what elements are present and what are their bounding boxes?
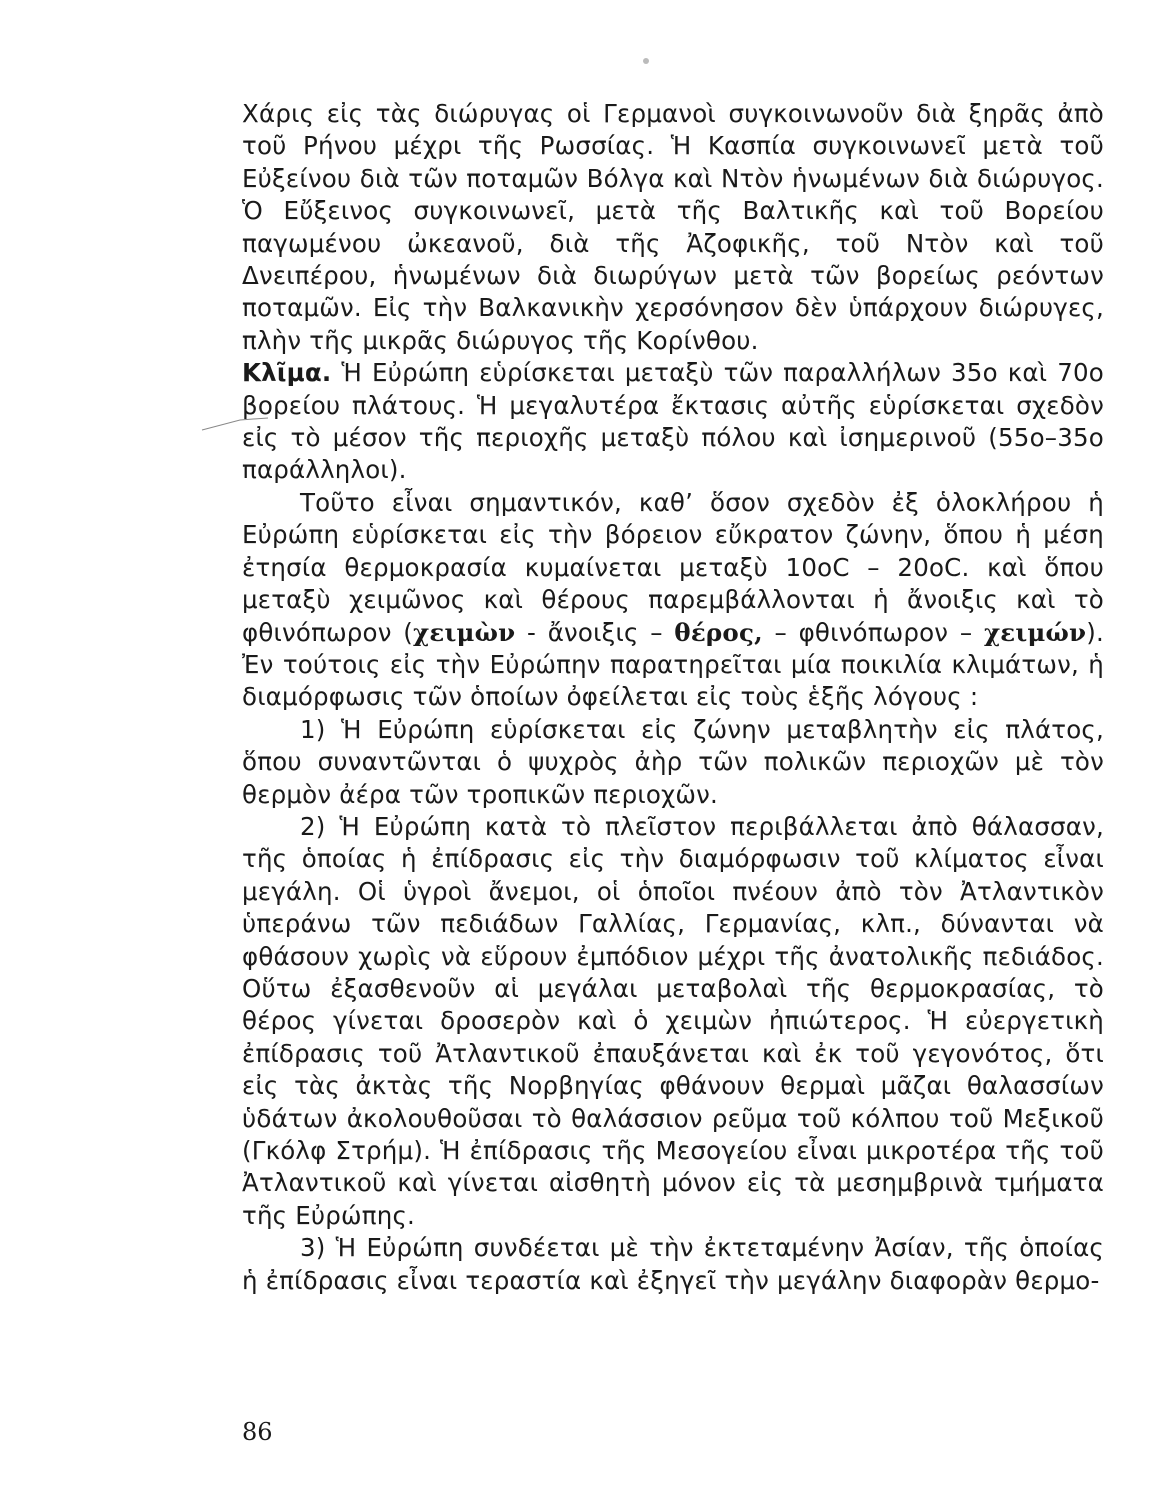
season-spring: - ἄνοιξις – xyxy=(515,617,675,647)
paragraph-reason-2: 2) Ἡ Εὐρώπη κατὰ τὸ πλεῖστον περιβάλλεται ἀπὸ θάλασσαν, τῆς ὁποίας ἡ ἐπίδρασις εἰς τὴν διαμόρφωσιν τοῦ κλίματος εἶναι μεγάλη. Οἱ ὑγροὶ ἄνεμοι, οἱ ὁποῖοι πνέουν ἀπὸ τὸν Ἀτλαντικὸν ὑπεράνω τῶν πεδιάδων Γαλλίας, Γερμανίας, κλπ., δύνανται νὰ φθάσουν χωρὶς νὰ εὕρουν ἐμπόδιον μέχρι τῆς ἀνατολικῆς πεδιάδος. Οὕτω ἐξασθενοῦν αἱ μεγάλαι μεταβολαὶ τῆς θερμοκρασίας, τὸ θέρος γίνεται δροσερὸν καὶ ὁ χειμὼν ἠπιώτερος. Ἡ εὐεργετικὴ ἐπίδρασις τοῦ Ἀτλαντικοῦ ἐπαυξάνεται καὶ ἐκ τοῦ γεγονότος, ὅτι εἰς τὰς ἀκτὰς τῆς Νορβηγίας φθάνουν θερμαὶ μᾶζαι θαλασσίων ὑδάτων ἀκολουθοῦσαι τὸ θαλάσσιον ρεῦμα τοῦ κόλπου τοῦ Μεξικοῦ (Γκόλφ Στρήμ). Ἡ ἐπίδρασις τῆς Μεσογείου εἶναι μικροτέρα τῆς τοῦ Ἀτλαντικοῦ καὶ γίνεται αἰσθητὴ μόνον εἰς τὰ μεσημβρινὰ τμήματα τῆς Εὐρώπης. xyxy=(242,811,1104,1230)
season-winter-1: χειμὼν xyxy=(413,617,516,647)
section-heading-climate: Κλῖμα. xyxy=(242,358,332,388)
paragraph-climate-intro xyxy=(242,357,1104,487)
temperate-text-a: Τοῦτο εἶναι σημαντικόν, καθ’ ὅσον σχεδὸν ἐξ ὁλοκλήρου ἡ Εὐρώπη εὑρίσκεται εἰς τὴν βόρειον εὔκρατον ζώνην, ὅπου ἡ μέση ἐτησία θερμοκρασία κυμαίνεται μεταξὺ 10οC – 20οC. καὶ ὅπου μεταξὺ χειμῶνος καὶ θέρους παρεμβάλλονται ἡ ἄνοιξις καὶ τὸ φθινόπωρον ( xyxy=(242,487,1104,647)
page-body-text xyxy=(242,98,1104,1297)
season-winter-2: χειμών xyxy=(983,617,1087,647)
paragraph-canals: Χάρις εἰς τὰς διώρυγας οἱ Γερμανοὶ συγκοινωνοῦν διὰ ξηρᾶς ἀπὸ τοῦ Ρήνου μέχρι τῆς Ρωσσίας. Ἡ Κασπία συγκοινωνεῖ μετὰ τοῦ Εὐξείνου διὰ τῶν ποταμῶν Βόλγα καὶ Ντὸν ἡνωμένων διὰ διώρυγος. Ὁ Εὔξεινος συγκοινωνεῖ, μετὰ τῆς Βαλτικῆς καὶ τοῦ Βορείου παγωμένου ὠκεανοῦ, διὰ τῆς Ἀζοφικῆς, τοῦ Ντὸν καὶ τοῦ Δνειπέρου, ἡνωμένων διὰ διωρύγων μετὰ τῶν βορείως ρεόντων ποταμῶν. Εἰς τὴν Βαλκανικὴν χερσόνησον δὲν ὑπάρχουν διώρυγες, πλὴν τῆς μικρᾶς διώρυγος τῆς Κορίνθου. xyxy=(242,99,1104,355)
page-number: 86 xyxy=(242,1418,273,1446)
temperate-text-c: ). Ἐν τούτοις εἰς τὴν Εὐρώπην παρατηρεῖται μία ποικιλία κλιμάτων, ἡ διαμόρφωσις τῶν ὁποίων ὀφείλεται εἰς τοὺς ἑξῆς λόγους : xyxy=(242,617,1105,712)
season-summer: θέρος, xyxy=(674,617,763,647)
paragraph-temperate-zone xyxy=(242,487,1104,714)
climate-intro-text: Ἡ Εὐρώπη εὑρίσκεται μεταξὺ τῶν παραλλήλων 35ο καὶ 70ο βορείου πλάτους. Ἡ μεγαλυτέρα ἔκτασις αὐτῆς εὑρίσκεται σχεδὸν εἰς τὸ μέσον τῆς περιοχῆς μεταξὺ πόλου καὶ ἰσημερινοῦ (55ο–35ο παράλληλοι). xyxy=(242,358,1104,485)
paragraph-reason-1: 1) Ἡ Εὐρώπη εὑρίσκεται εἰς ζώνην μεταβλητὴν εἰς πλάτος, ὅπου συναντῶνται ὁ ψυχρὸς ἀὴρ τῶν πολικῶν περιοχῶν μὲ τὸν θερμὸν ἀέρα τῶν τροπικῶν περιοχῶν. xyxy=(242,714,1104,809)
season-autumn: – φθινόπωρον – xyxy=(762,617,984,647)
paragraph-reason-3: 3) Ἡ Εὐρώπη συνδέεται μὲ τὴν ἐκτεταμένην Ἀσίαν, τῆς ὁποίας ἡ ἐπίδρασις εἶναι τεραστία καὶ ἐξηγεῖ τὴν μεγάλην διαφορὰν θερμο- xyxy=(242,1233,1104,1295)
decorative-dot xyxy=(643,58,649,64)
